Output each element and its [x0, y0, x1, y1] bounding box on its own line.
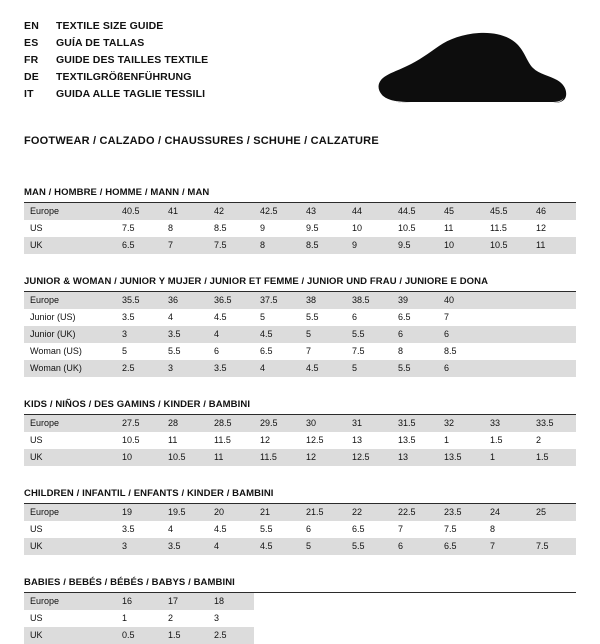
table-cell: 5.5 — [392, 360, 438, 377]
table-cell: 0.5 — [116, 627, 162, 644]
table-cell: 4.5 — [254, 326, 300, 343]
table-cell: 4.5 — [300, 360, 346, 377]
dress-shoe-silhouette-icon — [375, 28, 570, 108]
table-cell: 12.5 — [346, 449, 392, 466]
table-cell: 44 — [346, 203, 392, 220]
table-cell: 3.5 — [208, 360, 254, 377]
table-cell: 27.5 — [116, 415, 162, 432]
table-cell: 42 — [208, 203, 254, 220]
table-cell: 7.5 — [116, 220, 162, 237]
table-cell: 11.5 — [208, 432, 254, 449]
table-cell: 3.5 — [116, 521, 162, 538]
table-row — [24, 538, 576, 555]
row-label: UK — [24, 627, 116, 644]
table-cell: 43 — [300, 203, 346, 220]
table-cell: 42.5 — [254, 203, 300, 220]
language-code: IT — [24, 88, 34, 100]
table-cell-empty — [254, 610, 300, 627]
table-row — [24, 504, 576, 521]
group-title: JUNIOR & WOMAN / JUNIOR Y MUJER / JUNIOR ET FEMME / JUNIOR UND FRAU / JUNIORE E DONA — [24, 276, 576, 292]
language-row — [24, 86, 354, 103]
table-cell: 13.5 — [438, 449, 484, 466]
table-cell: 45.5 — [484, 203, 530, 220]
table-cell — [530, 343, 576, 360]
language-code: EN — [24, 20, 39, 32]
row-label: UK — [24, 538, 116, 555]
table-cell: 5.5 — [346, 326, 392, 343]
table-row — [24, 237, 576, 254]
table-cell: 3 — [116, 538, 162, 555]
table-cell: 4.5 — [208, 521, 254, 538]
table-cell-empty — [484, 593, 530, 610]
table-cell: 9.5 — [392, 237, 438, 254]
language-row — [24, 52, 354, 69]
table-cell: 6 — [346, 309, 392, 326]
table-cell: 9 — [254, 220, 300, 237]
table-cell: 37.5 — [254, 292, 300, 309]
table-cell: 3 — [162, 360, 208, 377]
table-cell: 21 — [254, 504, 300, 521]
language-title: TEXTILE SIZE GUIDE — [56, 20, 164, 32]
row-label: Europe — [24, 504, 116, 521]
table-cell: 8 — [254, 237, 300, 254]
table-row — [24, 292, 576, 309]
table-cell-empty — [530, 593, 576, 610]
table-row — [24, 309, 576, 326]
table-cell: 38 — [300, 292, 346, 309]
group-title: MAN / HOMBRE / HOMME / MANN / MAN — [24, 187, 576, 203]
table-cell: 10 — [346, 220, 392, 237]
row-label: US — [24, 521, 116, 538]
table-cell: 2.5 — [116, 360, 162, 377]
table-cell: 28.5 — [208, 415, 254, 432]
row-label: UK — [24, 237, 116, 254]
table-cell: 13.5 — [392, 432, 438, 449]
table-cell — [530, 292, 576, 309]
size-table-group-man — [24, 187, 576, 254]
table-cell: 3.5 — [116, 309, 162, 326]
table-cell: 8 — [392, 343, 438, 360]
table-cell: 21.5 — [300, 504, 346, 521]
table-cell: 8 — [162, 220, 208, 237]
table-cell: 7.5 — [438, 521, 484, 538]
table-cell: 12 — [254, 432, 300, 449]
size-table — [24, 504, 576, 555]
table-cell: 7.5 — [208, 237, 254, 254]
table-cell: 6.5 — [116, 237, 162, 254]
language-code: FR — [24, 54, 39, 66]
table-cell — [484, 326, 530, 343]
table-cell: 3 — [208, 610, 254, 627]
table-cell: 1 — [438, 432, 484, 449]
table-cell: 5.5 — [162, 343, 208, 360]
table-cell: 7.5 — [530, 538, 576, 555]
table-cell: 18 — [208, 593, 254, 610]
table-cell — [484, 343, 530, 360]
table-cell: 13 — [392, 449, 438, 466]
table-cell: 10.5 — [484, 237, 530, 254]
table-cell: 31 — [346, 415, 392, 432]
table-row — [24, 203, 576, 220]
table-cell: 6.5 — [254, 343, 300, 360]
table-cell-empty — [392, 610, 438, 627]
table-cell-empty — [438, 610, 484, 627]
group-title: KIDS / NIÑOS / DES GAMINS / KINDER / BAMBINI — [24, 399, 576, 415]
table-cell: 5 — [116, 343, 162, 360]
table-cell: 1 — [484, 449, 530, 466]
table-row — [24, 220, 576, 237]
language-title: GUÍA DE TALLAS — [56, 37, 145, 49]
table-cell: 7 — [438, 309, 484, 326]
table-cell-empty — [254, 593, 300, 610]
row-label: US — [24, 220, 116, 237]
table-cell-empty — [438, 627, 484, 644]
table-cell-empty — [346, 593, 392, 610]
table-cell: 8 — [484, 521, 530, 538]
row-label: Junior (US) — [24, 309, 116, 326]
size-table — [24, 292, 576, 377]
table-cell: 1 — [116, 610, 162, 627]
table-row — [24, 343, 576, 360]
table-cell: 13 — [346, 432, 392, 449]
table-cell — [484, 309, 530, 326]
table-cell: 6 — [392, 538, 438, 555]
table-cell: 46 — [530, 203, 576, 220]
size-table-group-kids — [24, 399, 576, 466]
size-table — [24, 593, 576, 644]
language-row — [24, 35, 354, 52]
table-cell: 6.5 — [346, 521, 392, 538]
table-row — [24, 360, 576, 377]
table-cell: 44.5 — [392, 203, 438, 220]
table-cell-empty — [254, 627, 300, 644]
table-cell: 4 — [162, 309, 208, 326]
group-title: CHILDREN / INFANTIL / ENFANTS / KINDER / BAMBINI — [24, 488, 576, 504]
row-label: US — [24, 610, 116, 627]
table-cell: 5 — [346, 360, 392, 377]
table-cell: 4 — [208, 538, 254, 555]
size-table-group-babies — [24, 577, 576, 644]
table-cell — [530, 360, 576, 377]
category-heading: FOOTWEAR / CALZADO / CHAUSSURES / SCHUHE / CALZATURE — [24, 135, 379, 147]
table-cell: 1.5 — [484, 432, 530, 449]
table-cell-empty — [346, 627, 392, 644]
table-cell: 6.5 — [392, 309, 438, 326]
size-table — [24, 203, 576, 254]
table-cell: 10.5 — [116, 432, 162, 449]
table-cell: 11.5 — [254, 449, 300, 466]
table-cell: 36.5 — [208, 292, 254, 309]
table-row — [24, 610, 576, 627]
table-cell-empty — [300, 610, 346, 627]
table-cell: 5.5 — [300, 309, 346, 326]
language-row — [24, 18, 354, 35]
table-cell: 1.5 — [530, 449, 576, 466]
table-cell: 9 — [346, 237, 392, 254]
table-cell: 7 — [300, 343, 346, 360]
table-cell: 39 — [392, 292, 438, 309]
table-cell: 41 — [162, 203, 208, 220]
row-label: Europe — [24, 203, 116, 220]
table-cell: 20 — [208, 504, 254, 521]
table-row — [24, 521, 576, 538]
table-cell: 19 — [116, 504, 162, 521]
table-cell: 6 — [392, 326, 438, 343]
table-cell: 11 — [208, 449, 254, 466]
table-cell: 40.5 — [116, 203, 162, 220]
table-cell: 40 — [438, 292, 484, 309]
table-cell: 4.5 — [208, 309, 254, 326]
row-label: Europe — [24, 593, 116, 610]
table-cell: 4 — [162, 521, 208, 538]
table-cell: 9.5 — [300, 220, 346, 237]
table-cell — [530, 326, 576, 343]
table-cell: 4.5 — [254, 538, 300, 555]
table-cell: 10 — [438, 237, 484, 254]
table-cell: 10.5 — [392, 220, 438, 237]
table-cell-empty — [300, 593, 346, 610]
table-cell: 8.5 — [300, 237, 346, 254]
row-label: Europe — [24, 292, 116, 309]
table-cell: 23.5 — [438, 504, 484, 521]
table-cell: 3.5 — [162, 326, 208, 343]
table-cell: 24 — [484, 504, 530, 521]
table-cell-empty — [530, 610, 576, 627]
table-row — [24, 627, 576, 644]
table-cell — [484, 360, 530, 377]
table-cell-empty — [484, 627, 530, 644]
table-cell: 6 — [438, 360, 484, 377]
table-cell: 3.5 — [162, 538, 208, 555]
table-row — [24, 326, 576, 343]
table-cell: 30 — [300, 415, 346, 432]
row-label: UK — [24, 449, 116, 466]
table-cell: 12.5 — [300, 432, 346, 449]
size-table — [24, 415, 576, 466]
table-cell: 6 — [208, 343, 254, 360]
table-cell: 28 — [162, 415, 208, 432]
table-cell-empty — [346, 610, 392, 627]
table-cell: 33.5 — [530, 415, 576, 432]
table-row — [24, 593, 576, 610]
table-cell: 22 — [346, 504, 392, 521]
table-row — [24, 449, 576, 466]
table-cell: 29.5 — [254, 415, 300, 432]
language-title: TEXTILGRÖßENFÜHRUNG — [56, 71, 192, 83]
table-cell-empty — [530, 627, 576, 644]
size-table-group-junior-woman — [24, 276, 576, 377]
group-title: BABIES / BEBÉS / BÉBÉS / BABYS / BAMBINI — [24, 577, 576, 593]
table-cell: 8.5 — [438, 343, 484, 360]
table-cell: 5 — [300, 538, 346, 555]
table-cell: 5.5 — [346, 538, 392, 555]
row-label: Junior (UK) — [24, 326, 116, 343]
row-label: Woman (UK) — [24, 360, 116, 377]
table-cell: 5 — [300, 326, 346, 343]
table-cell: 6 — [438, 326, 484, 343]
table-row — [24, 415, 576, 432]
table-cell: 16 — [116, 593, 162, 610]
table-cell: 38.5 — [346, 292, 392, 309]
table-cell: 36 — [162, 292, 208, 309]
table-cell: 2 — [162, 610, 208, 627]
table-cell: 6 — [300, 521, 346, 538]
language-code: DE — [24, 71, 39, 83]
table-cell: 6.5 — [438, 538, 484, 555]
row-label: Woman (US) — [24, 343, 116, 360]
table-cell — [484, 292, 530, 309]
table-cell: 12 — [530, 220, 576, 237]
table-cell: 22.5 — [392, 504, 438, 521]
table-cell-empty — [438, 593, 484, 610]
language-title: GUIDA ALLE TAGLIE TESSILI — [56, 88, 206, 100]
table-cell: 7 — [392, 521, 438, 538]
table-cell: 19.5 — [162, 504, 208, 521]
row-label: Europe — [24, 415, 116, 432]
table-cell: 10 — [116, 449, 162, 466]
language-code: ES — [24, 37, 39, 49]
table-cell — [530, 521, 576, 538]
table-cell: 1.5 — [162, 627, 208, 644]
table-cell: 5.5 — [254, 521, 300, 538]
table-cell: 11 — [438, 220, 484, 237]
table-cell: 4 — [254, 360, 300, 377]
table-cell: 11 — [530, 237, 576, 254]
table-cell: 2.5 — [208, 627, 254, 644]
table-cell: 11.5 — [484, 220, 530, 237]
language-title-list — [24, 18, 354, 103]
table-cell: 8.5 — [208, 220, 254, 237]
table-cell: 5 — [254, 309, 300, 326]
table-cell: 33 — [484, 415, 530, 432]
table-cell-empty — [484, 610, 530, 627]
table-cell: 7.5 — [346, 343, 392, 360]
table-cell: 17 — [162, 593, 208, 610]
language-title: GUIDE DES TAILLES TEXTILE — [56, 54, 209, 66]
table-cell: 3 — [116, 326, 162, 343]
table-cell-empty — [392, 593, 438, 610]
table-cell — [530, 309, 576, 326]
size-table-group-children — [24, 488, 576, 555]
document-header — [24, 18, 576, 122]
table-cell-empty — [300, 627, 346, 644]
table-cell: 7 — [484, 538, 530, 555]
table-cell: 2 — [530, 432, 576, 449]
table-cell: 25 — [530, 504, 576, 521]
table-cell-empty — [392, 627, 438, 644]
language-row — [24, 69, 354, 86]
table-cell: 45 — [438, 203, 484, 220]
table-row — [24, 432, 576, 449]
table-cell: 4 — [208, 326, 254, 343]
table-cell: 35.5 — [116, 292, 162, 309]
row-label: US — [24, 432, 116, 449]
table-cell: 11 — [162, 432, 208, 449]
table-cell: 12 — [300, 449, 346, 466]
table-cell: 7 — [162, 237, 208, 254]
table-cell: 31.5 — [392, 415, 438, 432]
table-cell: 10.5 — [162, 449, 208, 466]
table-cell: 32 — [438, 415, 484, 432]
